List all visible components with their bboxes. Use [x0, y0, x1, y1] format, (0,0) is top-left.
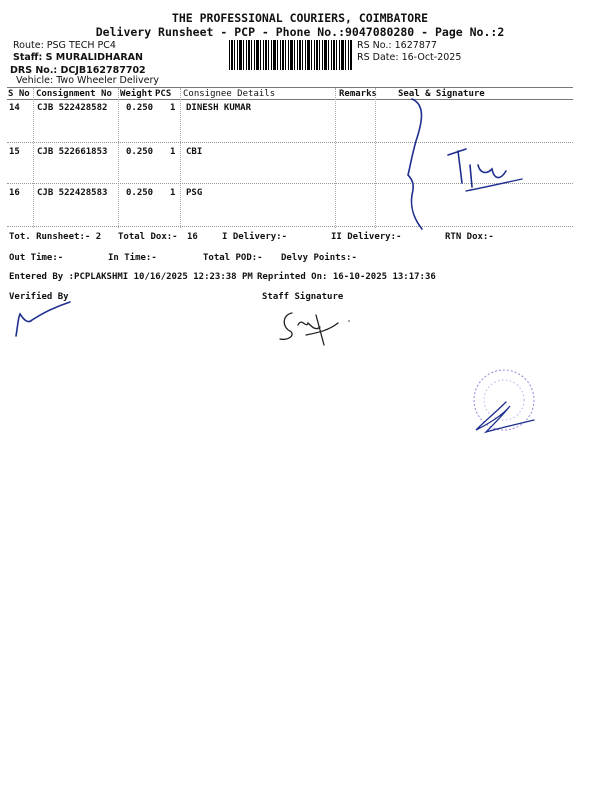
total-dox-value: 16: [187, 232, 198, 242]
seal-stamp-icon: [462, 366, 544, 438]
col-sep: [118, 88, 119, 228]
out-time: Out Time:-: [9, 253, 64, 263]
total-pod: Total POD:-: [203, 253, 263, 263]
col-sep: [33, 88, 34, 228]
row-consignee: DINESH KUMAR: [186, 103, 252, 113]
tot-runsheet: Tot. Runsheet:- 2: [9, 232, 102, 242]
row-consignment: CJB 522428583: [37, 188, 108, 198]
verified-by-label: Verified By: [9, 292, 69, 302]
row-consignee: CBI: [186, 147, 203, 157]
table-top-rule: [7, 87, 573, 88]
i-delivery: I Delivery:-: [222, 232, 288, 242]
reprinted-on: Reprinted On: 16-10-2025 13:17:36: [257, 272, 436, 282]
col-header-consignment: Consignment No: [36, 89, 112, 99]
company-title: THE PROFESSIONAL COURIERS, COIMBATORE: [171, 11, 429, 25]
row-sno: 16: [9, 188, 20, 198]
rtn-dox: RTN Dox:-: [445, 232, 494, 242]
row-weight: 0.250: [126, 103, 154, 113]
col-sep: [335, 88, 336, 228]
row-pcs: 1: [170, 103, 176, 113]
signature-brace-icon: [400, 95, 540, 235]
col-header-consignee: Consignee Details: [183, 89, 276, 99]
col-header-weight: Weight: [120, 89, 153, 99]
route-label: Route: PSG TECH PC4: [13, 40, 116, 51]
col-header-seal: Seal & Signature: [398, 89, 485, 99]
col-sep: [375, 88, 376, 228]
drs-number: DRS No.: DCJB162787702: [10, 65, 146, 76]
col-header-sno: S No: [8, 89, 30, 99]
row-weight: 0.250: [126, 147, 154, 157]
row-sno: 14: [9, 103, 20, 113]
ii-delivery: II Delivery:-: [331, 232, 402, 242]
verified-signature-icon: [10, 298, 80, 340]
staff-label: Staff: S MURALIDHARAN: [13, 52, 143, 63]
staff-signature-label: Staff Signature: [262, 292, 344, 302]
entered-by: Entered By :PCPLAKSHMI 10/16/2025 12:23:38 PM: [9, 272, 253, 282]
in-time: In Time:-: [108, 253, 157, 263]
row-consignee: PSG: [186, 188, 203, 198]
col-header-pcs: PCS: [155, 89, 172, 99]
runsheet-subtitle: Delivery Runsheet - PCP - Phone No.:9047080280 - Page No.:2: [95, 25, 505, 39]
col-sep: [180, 88, 181, 228]
row-consignment: CJB 522428582: [37, 103, 108, 113]
staff-signature-icon: [276, 305, 356, 347]
vehicle-label: Vehicle: Two Wheeler Delivery: [16, 75, 159, 86]
row-sno: 15: [9, 147, 20, 157]
delvy-points: Delvy Points:-: [281, 253, 357, 263]
row-weight: 0.250: [126, 188, 154, 198]
rs-date: RS Date: 16-Oct-2025: [357, 52, 462, 63]
row-consignment: CJB 522661853: [37, 147, 108, 157]
col-header-remarks: Remarks: [339, 89, 377, 99]
row-pcs: 1: [170, 188, 176, 198]
rs-number: RS No.: 1627877: [357, 40, 437, 51]
total-dox-label: Total Dox:-: [118, 232, 178, 242]
row-pcs: 1: [170, 147, 176, 157]
barcode: [229, 40, 353, 70]
